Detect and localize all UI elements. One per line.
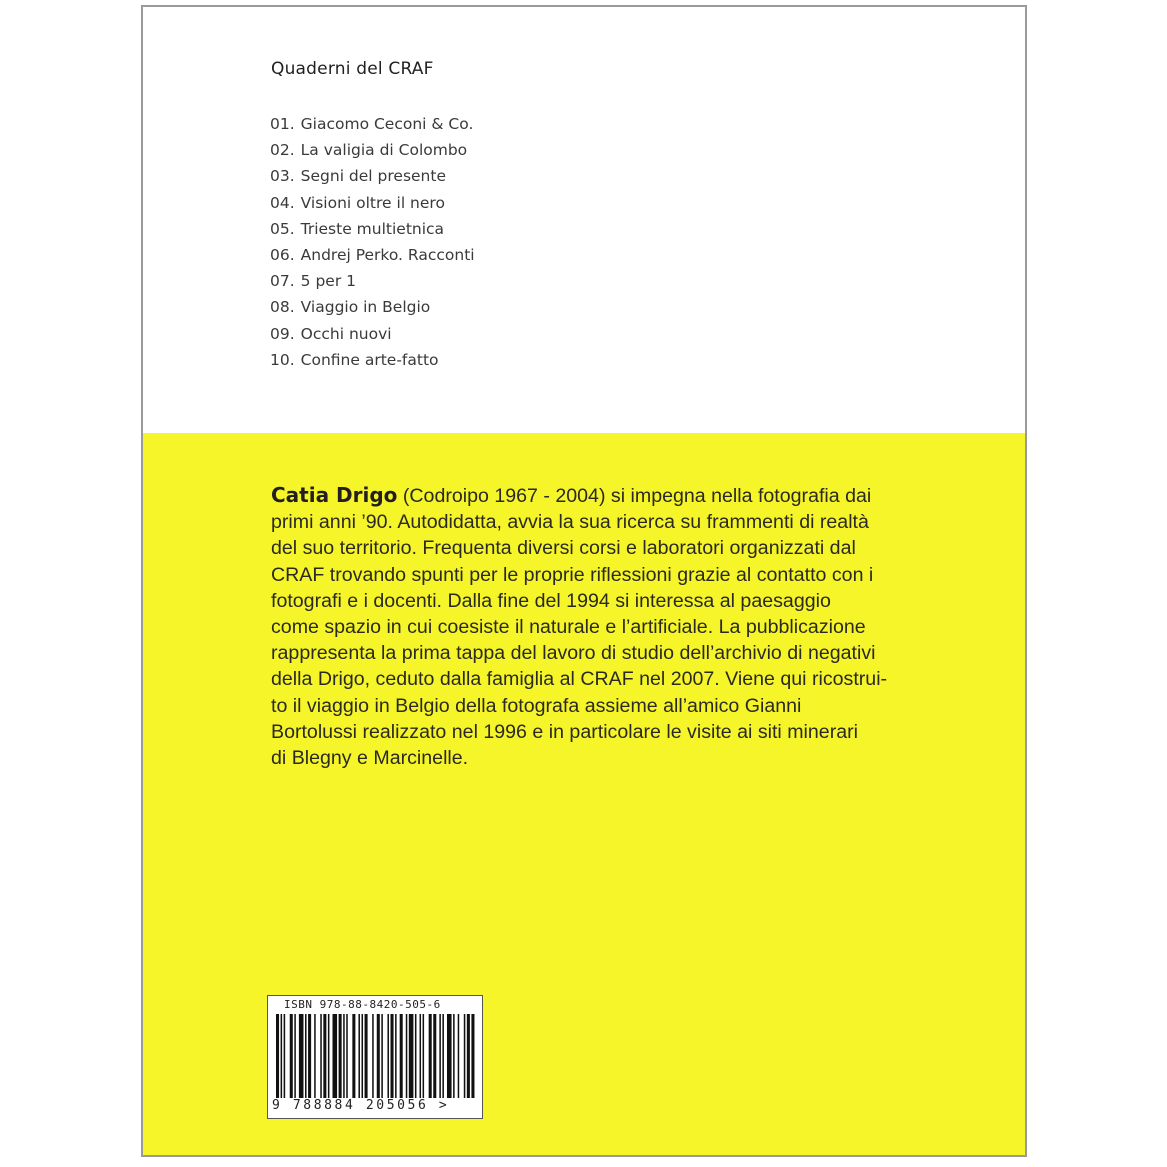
book-back-cover [141, 5, 1027, 1157]
isbn-digits: 9 788884 205056 > [272, 1098, 450, 1113]
barcode-bar [284, 1014, 286, 1098]
series-item [270, 242, 475, 268]
bio-line: rappresenta la prima tappa del lavoro di studio dell’archivio di negativi [271, 642, 876, 665]
barcode-bar [305, 1014, 307, 1098]
series-item [270, 137, 475, 163]
series-item-number: 07. [270, 272, 295, 291]
bio-line [271, 482, 991, 509]
barcode-bar [387, 1014, 389, 1098]
barcode-bar [365, 1014, 368, 1098]
series-item-title: Trieste multietnica [300, 219, 445, 238]
barcode-bar [308, 1014, 311, 1098]
series-panel [143, 7, 1025, 433]
series-item-title: Giacomo Ceconi & Co. [300, 115, 474, 133]
series-item-number: 01. [270, 115, 295, 133]
bio-panel [143, 433, 1025, 1157]
barcode-bar [381, 1014, 383, 1098]
barcode-bar [290, 1014, 293, 1098]
bio-line: di Blegny e Marcinelle. [271, 747, 469, 770]
bio-line: come spazio in cui coesiste il naturale e l’artificiale. La pubblicazione [271, 616, 866, 639]
isbn-label: ISBN 978-88-8420-505-6 [284, 998, 441, 1011]
barcode-bar [400, 1014, 403, 1098]
series-item [270, 190, 475, 216]
barcode-bar [320, 1014, 322, 1098]
barcode-bar [358, 1014, 360, 1098]
barcode-bar [395, 1014, 397, 1098]
barcode-bar [447, 1014, 452, 1098]
series-item-number: 08. [270, 298, 295, 317]
bio-line: del suo territorio. Frequenta diversi corsi e laboratori organizzati dal [271, 537, 856, 560]
series-item-title: Andrej Perko. Racconti [300, 245, 475, 264]
bio-line: fotografi e i docenti. Dalla fine del 1994 si interessa al paesaggio [271, 589, 831, 612]
series-item-number: 02. [270, 141, 295, 160]
barcode-bar [276, 1014, 279, 1098]
barcode-bar [352, 1014, 355, 1098]
series-item-title: 5 per 1 [300, 272, 356, 291]
series-title: Quaderni del CRAF [271, 59, 434, 79]
series-item-title: Visioni oltre il nero [300, 193, 445, 212]
series-item-number: 06. [270, 245, 295, 264]
barcode-bar [323, 1014, 326, 1098]
barcode-bar [442, 1014, 444, 1098]
barcode-bar [346, 1014, 348, 1098]
series-item [270, 268, 475, 294]
barcode-bar [332, 1014, 337, 1098]
bio-line: primi anni ’90. Autodidatta, avvia la sua ricerca su frammenti di realtà [271, 511, 869, 534]
barcode-bar [471, 1014, 474, 1098]
bio-line: Bortolussi realizzato nel 1996 e in particolare le visite ai siti minerari [271, 720, 858, 743]
series-item-number: 10. [270, 350, 295, 369]
barcode-bar [391, 1014, 394, 1098]
series-item-title: Confine arte-fatto [300, 350, 439, 369]
series-item [270, 294, 475, 320]
series-item-number: 04. [270, 193, 295, 212]
barcode-bar [362, 1014, 364, 1098]
barcode-bar [281, 1014, 283, 1098]
series-item [270, 347, 475, 373]
series-item-number: 05. [270, 219, 295, 238]
barcode-bar [328, 1014, 330, 1098]
barcode-bar [377, 1014, 380, 1098]
barcode-bar [372, 1014, 374, 1098]
barcode-bar [406, 1014, 408, 1098]
bio-line: CRAF trovando spunti per le proprie riflessioni grazie al contatto con i [271, 563, 874, 586]
series-item-title: La valigia di Colombo [300, 141, 468, 160]
series-item-title: Viaggio in Belgio [300, 298, 431, 317]
series-item [270, 321, 475, 347]
series-item-title: Occhi nuovi [300, 324, 392, 343]
barcode-bar [439, 1014, 441, 1098]
barcode-bar [453, 1014, 455, 1098]
barcode-bars [274, 1014, 478, 1098]
barcode-bar [467, 1014, 470, 1098]
barcode-bar [314, 1014, 316, 1098]
barcode-bar [409, 1014, 414, 1098]
barcode-bar [464, 1014, 466, 1098]
author-name: Catia Drigo [271, 483, 398, 507]
author-bio [271, 482, 991, 771]
barcode-bar [299, 1014, 304, 1098]
bio-line: to il viaggio in Belgio della fotografa assieme all’amico Gianni [271, 694, 802, 717]
series-item-number: 03. [270, 167, 295, 186]
barcode-bar [294, 1014, 296, 1098]
isbn-barcode [267, 995, 483, 1119]
barcode-bar [458, 1014, 460, 1098]
series-item [270, 216, 475, 242]
series-item [270, 111, 475, 137]
barcode-bar [420, 1014, 422, 1098]
barcode-bar [343, 1014, 345, 1098]
barcode-bar [423, 1014, 425, 1098]
series-item-title: Segni del presente [300, 167, 446, 186]
barcode-bar [339, 1014, 342, 1098]
barcode-bar [433, 1014, 436, 1098]
series-list [270, 111, 475, 373]
barcode-bar [429, 1014, 432, 1098]
bio-line: della Drigo, ceduto dalla famiglia al CRAF nel 2007. Viene qui ricostrui- [271, 668, 888, 691]
barcode-bar [415, 1014, 417, 1098]
series-item-number: 09. [270, 324, 295, 343]
bio-first-line-text: (Codroipo 1967 - 2004) si impegna nella fotografia dai [397, 485, 872, 507]
series-item [270, 163, 475, 189]
